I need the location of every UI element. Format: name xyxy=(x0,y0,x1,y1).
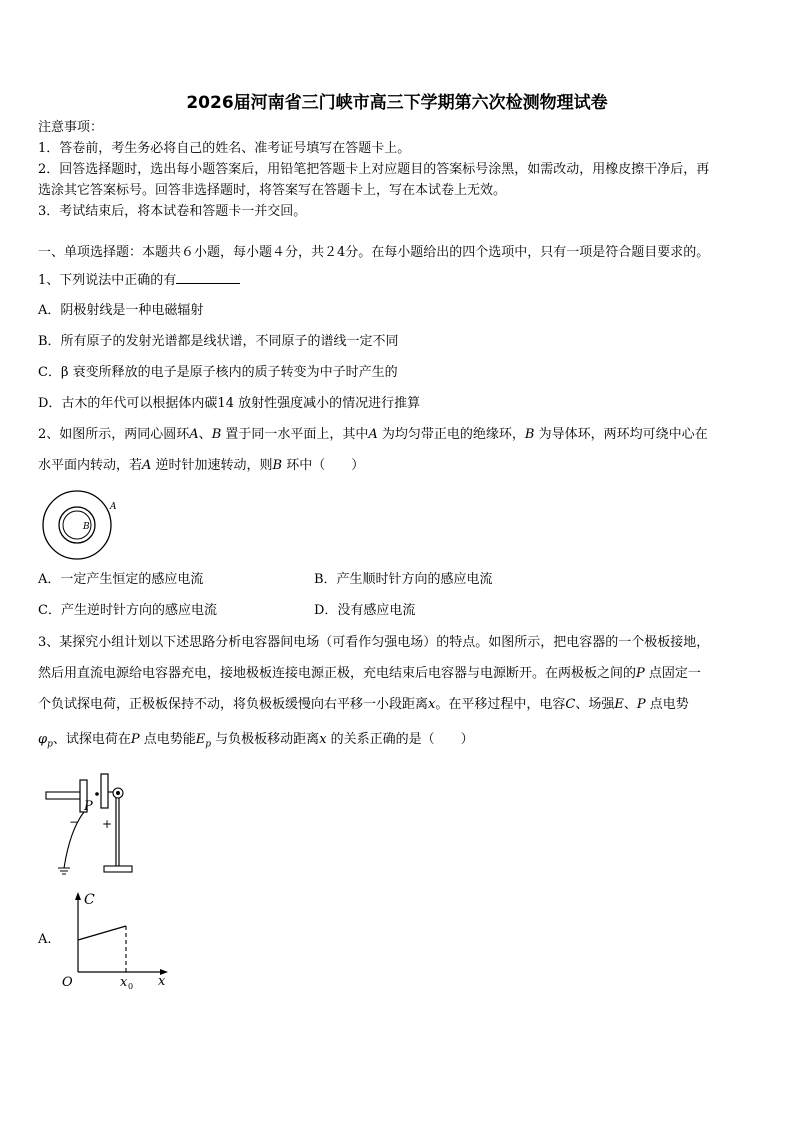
capacitor-apparatus-figure xyxy=(40,760,150,880)
question-2-stem-line2: 水平面内转动，若A 逆时针加速转动，则B 环中（ ） xyxy=(38,458,365,473)
notice-item-1: 1．答卷前，考生务必将自己的姓名、准考证号填写在答题卡上。 xyxy=(38,141,411,156)
page-title: 2026届河南省三门峡市高三下学期第六次检测物理试卷 xyxy=(186,93,608,113)
ring-a-label: A xyxy=(110,502,117,512)
positive-plate xyxy=(101,774,108,808)
notice-item-3: 3．考试结束后，将本试卷和答题卡一并交回。 xyxy=(38,204,307,219)
q2-option-c: C．产生逆时针方向的感应电流 xyxy=(38,603,217,618)
q2-option-b: B．产生顺时针方向的感应电流 xyxy=(314,572,493,587)
minus-sign: − xyxy=(69,815,80,829)
plus-sign: + xyxy=(102,817,113,831)
x0-subscript: 0 xyxy=(128,982,134,990)
origin-label: O xyxy=(62,975,73,990)
q2-option-a: A．一定产生恒定的感应电流 xyxy=(38,572,204,587)
question-3-stem-line4: $\varphi_p$、试探电荷在P 点电势能$E_p$ 与负极板移动距离x 的关系正确的是（ ） xyxy=(38,732,474,750)
point-p-label: P xyxy=(84,799,93,814)
question-3-stem-line3: 个负试探电荷，正极板保持不动，将负极板缓慢向右平移一小段距离x。在平移过程中，电容C、场强E、P 点电势 xyxy=(38,697,689,712)
q1-option-c: C．β 衰变所释放的电子是原子核内的质子转变为中子时产生的 xyxy=(38,365,398,380)
section-heading: 一、单项选择题：本题共６小题，每小题４分，共２4分。在每小题给出的四个选项中，只有一项是符合题目要求的。 xyxy=(38,245,710,260)
notice-item-2: 2．回答选择题时，选出每小题答案后，用铅笔把答题卡上对应题目的答案标号涂黑，如需改动，用橡皮擦干净后，再 xyxy=(38,162,710,177)
concentric-rings-figure xyxy=(36,490,126,564)
question-1-stem: 1、下列说法中正确的有 xyxy=(38,271,240,291)
notice-heading: 注意事项： xyxy=(38,120,104,135)
notice-item-2-cont: 选涂其它答案标号。回答非选择题时，将答案写在答题卡上，写在本试卷上无效。 xyxy=(38,183,507,198)
q1-option-a: A．阴极射线是一种电磁辐射 xyxy=(38,303,204,318)
q1-option-d: D．古木的年代可以根据体内碳14 放射性强度减小的情况进行推算 xyxy=(38,396,421,411)
question-2-stem-line1: 2、如图所示，两同心圆环A、B 置于同一水平面上，其中A 为均匀带正电的绝缘环，B 为导体环，两环均可绕中心在 xyxy=(38,427,708,442)
x-axis-label: x xyxy=(158,974,166,989)
outer-ring-a xyxy=(43,491,111,559)
question-3-stem-line1: 3、某探究小组计划以下述思路分析电容器间电场（可看作匀强电场）的特点。如图所示，把电容器的一个极板接地， xyxy=(38,635,710,650)
q3-option-a-label: A. xyxy=(38,932,52,947)
q2-option-d: D．没有感应电流 xyxy=(314,603,416,618)
y-axis-label: C xyxy=(84,892,95,908)
answer-blank xyxy=(176,271,240,284)
option-a-graph xyxy=(60,890,170,990)
ring-b-label: B xyxy=(83,522,90,532)
stand-base xyxy=(104,866,132,872)
x0-label: x xyxy=(120,975,128,990)
point-p-dot xyxy=(95,792,99,796)
capacitance-line xyxy=(78,926,126,940)
question-3-stem-line2: 然后用直流电源给电容器充电，接地极板连接电源正极，充电结束后电容器与电源断开。在两极板之间的P 点固定一 xyxy=(38,666,701,681)
q1-option-b: B．所有原子的发射光谱都是线状谱，不同原子的谱线一定不同 xyxy=(38,334,399,349)
left-plate-handle xyxy=(46,792,82,799)
